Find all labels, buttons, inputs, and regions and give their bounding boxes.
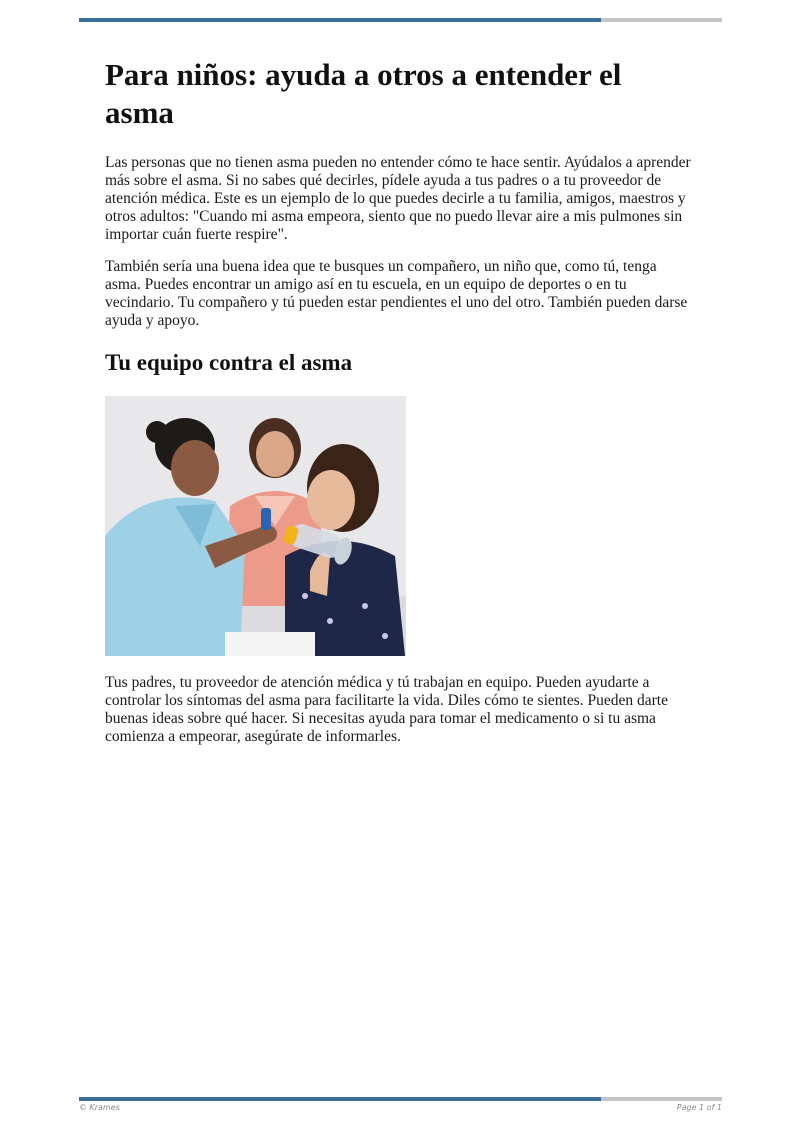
paragraph-team: Tus padres, tu proveedor de atención médica y tú trabajan en equipo. Pueden ayudarte a controlar los síntomas del asma para facilitarte la vida. Diles cómo te sientes. Pueden darte buenas ideas sobre qué hacer. Si necesitas ayuda para tomar el medicamento o si tu asma comienza a empeorar, asegúrate de informarles. xyxy=(105,674,668,745)
paragraph-buddy: También sería una buena idea que te busques un compañero, un niño que, como tú, tenga asma. Puedes encontrar un amigo así en tu escuela, en un equipo de deportes o en tu vecindario. Tu compañero y tú pueden estar pendientes el uno del otro. También pueden darse ayuda y apoyo. xyxy=(105,258,688,329)
page-title: Para niños: ayuda a otros a entender el asma xyxy=(105,57,622,130)
section-heading: Tu equipo contra el asma xyxy=(105,350,353,375)
page-footer xyxy=(79,1103,722,1112)
header-rule-accent xyxy=(79,18,601,22)
page-number: Page 1 of 1 xyxy=(676,1103,722,1112)
header-rule-remainder xyxy=(601,18,722,22)
footer-rule xyxy=(79,1097,722,1101)
header-rule xyxy=(79,18,722,22)
copyright-text: © Krames xyxy=(79,1103,120,1112)
nurse-inhaler-photo xyxy=(105,396,406,656)
footer-rule-remainder xyxy=(601,1097,722,1101)
article xyxy=(105,56,695,760)
paragraph-intro: Las personas que no tienen asma pueden no entender cómo te hace sentir. Ayúdalos a aprender más sobre el asma. Si no sabes qué decirles, pídele ayuda a tus padres o a tu proveedor de atención médica. Este es un ejemplo de lo que puedes decirle a tu familia, amigos, maestros y otros adultos: "Cuando mi asma empeora, siento que no puedo llevar aire a mis pulmones sin importar cuán fuerte respire". xyxy=(105,154,691,243)
footer-rule-accent xyxy=(79,1097,601,1101)
